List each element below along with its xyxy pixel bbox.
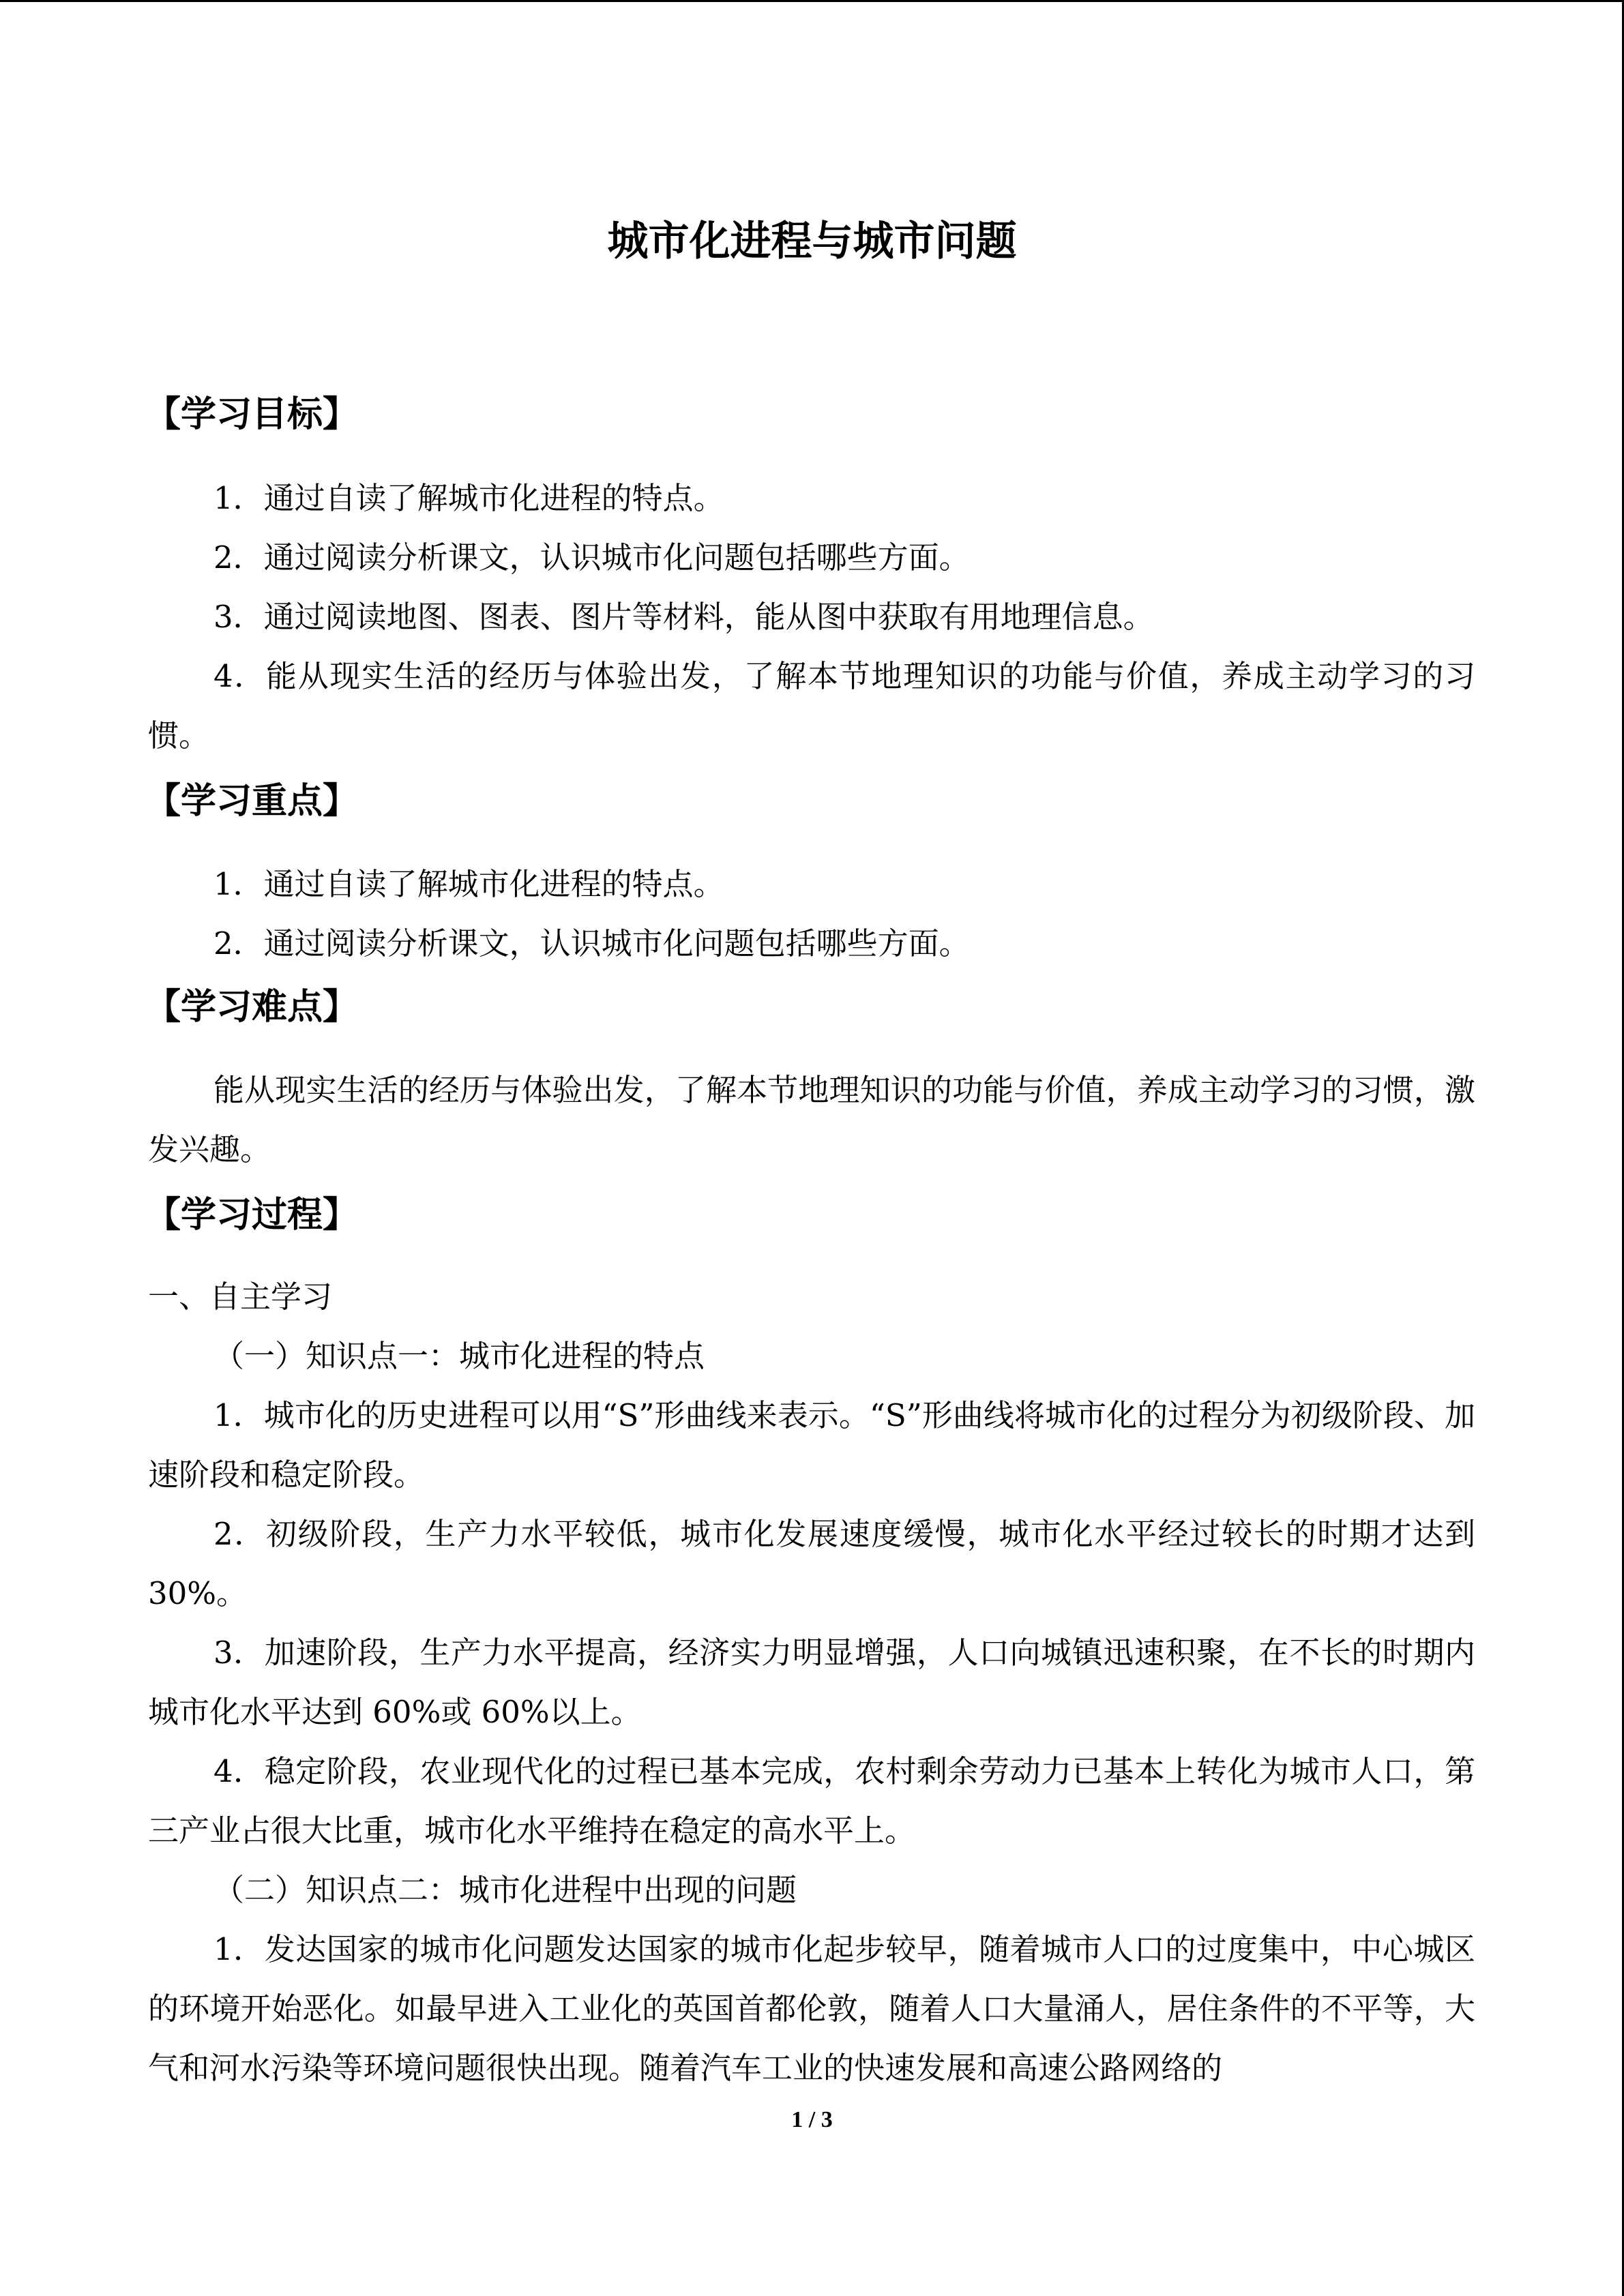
difficulties-text: 能从现实生活的经历与体验出发，了解本节地理知识的功能与价值，养成主动学习的习惯，激发兴趣。 <box>148 1072 1475 1167</box>
goal-item-3: 3．通过阅读地图、图表、图片等材料，能从图中获取有用地理信息。 <box>213 599 1154 635</box>
goal-item-1: 1．通过自读了解城市化进程的特点。 <box>213 480 724 516</box>
kp1-title: （一）知识点一：城市化进程的特点 <box>213 1338 705 1374</box>
goal-item-2: 2．通过阅读分析课文，认识城市化问题包括哪些方面。 <box>213 539 970 576</box>
document-title: 城市化进程与城市问题 <box>607 218 1017 265</box>
key-point-item-1: 1．通过自读了解城市化进程的特点。 <box>213 866 724 902</box>
kp2-title: （二）知识点二：城市化进程中出现的问题 <box>213 1872 797 1908</box>
kp2-item-1: 1．发达国家的城市化问题发达国家的城市化起步较早，随着城市人口的过度集中，中心城区的环境开始恶化。如最早进入工业化的英国首都伦敦，随着人口大量涌人，居住条件的不平等，大气和河水污染等环境问题很快出现。随着汽车工业的快速发展和高速公路网络的 <box>148 1931 1475 2086</box>
kp1-item-3: 3．加速阶段，生产力水平提高，经济实力明显增强，人口向城镇迅速积聚，在不长的时期内城市化水平达到 60%或 60%以上。 <box>148 1635 1475 1730</box>
self-study-title: 一、自主学习 <box>148 1279 333 1315</box>
page-number: 1 / 3 <box>791 2107 833 2132</box>
process-heading: 【学习过程】 <box>145 1195 359 1236</box>
kp1-item-4: 4．稳定阶段，农业现代化的过程已基本完成，农村剩余劳动力已基本上转化为城市人口，第三产业占很大比重，城市化水平维持在稳定的高水平上。 <box>148 1753 1475 1849</box>
key-points-heading: 【学习重点】 <box>145 781 359 822</box>
goal-item-4: 4．能从现实生活的经历与体验出发，了解本节地理知识的功能与价值，养成主动学习的习惯。 <box>148 658 1475 754</box>
kp1-item-2: 2．初级阶段，生产力水平较低，城市化发展速度缓慢，城市化水平经过较长的时期才达到 30%。 <box>148 1516 1475 1611</box>
kp1-item-1: 1．城市化的历史进程可以用“S”形曲线来表示。“S”形曲线将城市化的过程分为初级阶段、加速阶段和稳定阶段。 <box>148 1397 1475 1493</box>
difficulties-heading: 【学习难点】 <box>145 987 359 1028</box>
goals-heading: 【学习目标】 <box>145 394 359 435</box>
key-point-item-2: 2．通过阅读分析课文，认识城市化问题包括哪些方面。 <box>213 925 970 961</box>
